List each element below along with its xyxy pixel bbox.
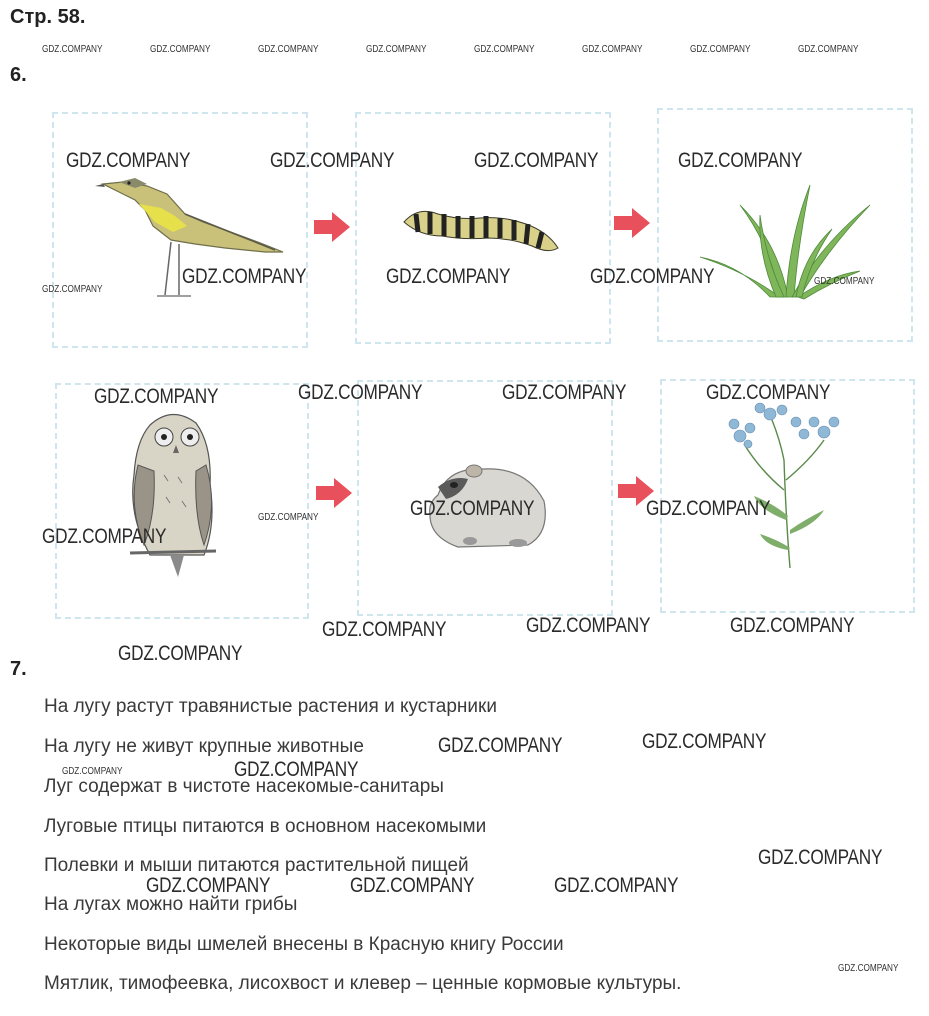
statement: На лугах можно найти грибы bbox=[44, 894, 298, 915]
watermark: GDZ.COMPANY bbox=[642, 730, 767, 753]
statement: На лугу не живут крупные животные bbox=[44, 736, 364, 757]
watermark: GDZ.COMPANY bbox=[678, 149, 803, 172]
watermark: GDZ.COMPANY bbox=[42, 525, 167, 548]
watermark: GDZ.COMPANY bbox=[690, 44, 751, 55]
watermark: GDZ.COMPANY bbox=[118, 642, 243, 665]
watermark: GDZ.COMPANY bbox=[758, 846, 883, 869]
arrow-right-icon bbox=[314, 212, 350, 242]
statement: Некоторые виды шмелей внесены в Красную книгу России bbox=[44, 934, 564, 955]
watermark: GDZ.COMPANY bbox=[814, 276, 875, 287]
grass-icon bbox=[700, 185, 875, 305]
watermark: GDZ.COMPANY bbox=[66, 149, 191, 172]
page-heading: Стр. 58. bbox=[10, 6, 86, 28]
watermark: GDZ.COMPANY bbox=[94, 385, 219, 408]
watermark: GDZ.COMPANY bbox=[502, 381, 627, 404]
watermark: GDZ.COMPANY bbox=[526, 614, 651, 637]
watermark: GDZ.COMPANY bbox=[150, 44, 211, 55]
watermark: GDZ.COMPANY bbox=[270, 149, 395, 172]
watermark: GDZ.COMPANY bbox=[838, 963, 899, 974]
arrow-right-icon bbox=[316, 478, 352, 508]
caterpillar-icon bbox=[398, 202, 563, 258]
watermark: GDZ.COMPANY bbox=[182, 265, 307, 288]
statement: Мятлик, тимофеевка, лисохвост и клевер – ценные кормовые культуры. bbox=[44, 973, 682, 994]
watermark: GDZ.COMPANY bbox=[706, 381, 831, 404]
statement: На лугу растут травянистые растения и кустарники bbox=[44, 696, 497, 717]
watermark: GDZ.COMPANY bbox=[322, 618, 447, 641]
watermark: GDZ.COMPANY bbox=[42, 44, 103, 55]
watermark: GDZ.COMPANY bbox=[386, 265, 511, 288]
watermark: GDZ.COMPANY bbox=[258, 44, 319, 55]
owl-icon bbox=[120, 405, 225, 580]
watermark: GDZ.COMPANY bbox=[582, 44, 643, 55]
watermark: GDZ.COMPANY bbox=[646, 497, 771, 520]
watermark: GDZ.COMPANY bbox=[798, 44, 859, 55]
statement: Луг содержат в чистоте насекомые-санитары bbox=[44, 776, 444, 797]
watermark: GDZ.COMPANY bbox=[350, 874, 475, 897]
flowering-plant-icon bbox=[720, 400, 850, 570]
task7-number: 7. bbox=[10, 658, 27, 680]
watermark: GDZ.COMPANY bbox=[42, 284, 103, 295]
arrow-right-icon bbox=[614, 208, 650, 238]
watermark: GDZ.COMPANY bbox=[146, 874, 271, 897]
watermark: GDZ.COMPANY bbox=[474, 149, 599, 172]
statement: Луговые птицы питаются в основном насекомыми bbox=[44, 816, 487, 837]
task6-number: 6. bbox=[10, 64, 27, 86]
watermark: GDZ.COMPANY bbox=[554, 874, 679, 897]
statement: Полевки и мыши питаются растительной пищей bbox=[44, 855, 469, 876]
watermark: GDZ.COMPANY bbox=[234, 758, 359, 781]
watermark: GDZ.COMPANY bbox=[730, 614, 855, 637]
watermark: GDZ.COMPANY bbox=[590, 265, 715, 288]
watermark: GDZ.COMPANY bbox=[410, 497, 535, 520]
watermark: GDZ.COMPANY bbox=[62, 766, 123, 777]
watermark: GDZ.COMPANY bbox=[474, 44, 535, 55]
watermark: GDZ.COMPANY bbox=[438, 734, 563, 757]
watermark: GDZ.COMPANY bbox=[258, 512, 319, 523]
watermark: GDZ.COMPANY bbox=[298, 381, 423, 404]
watermark: GDZ.COMPANY bbox=[366, 44, 427, 55]
